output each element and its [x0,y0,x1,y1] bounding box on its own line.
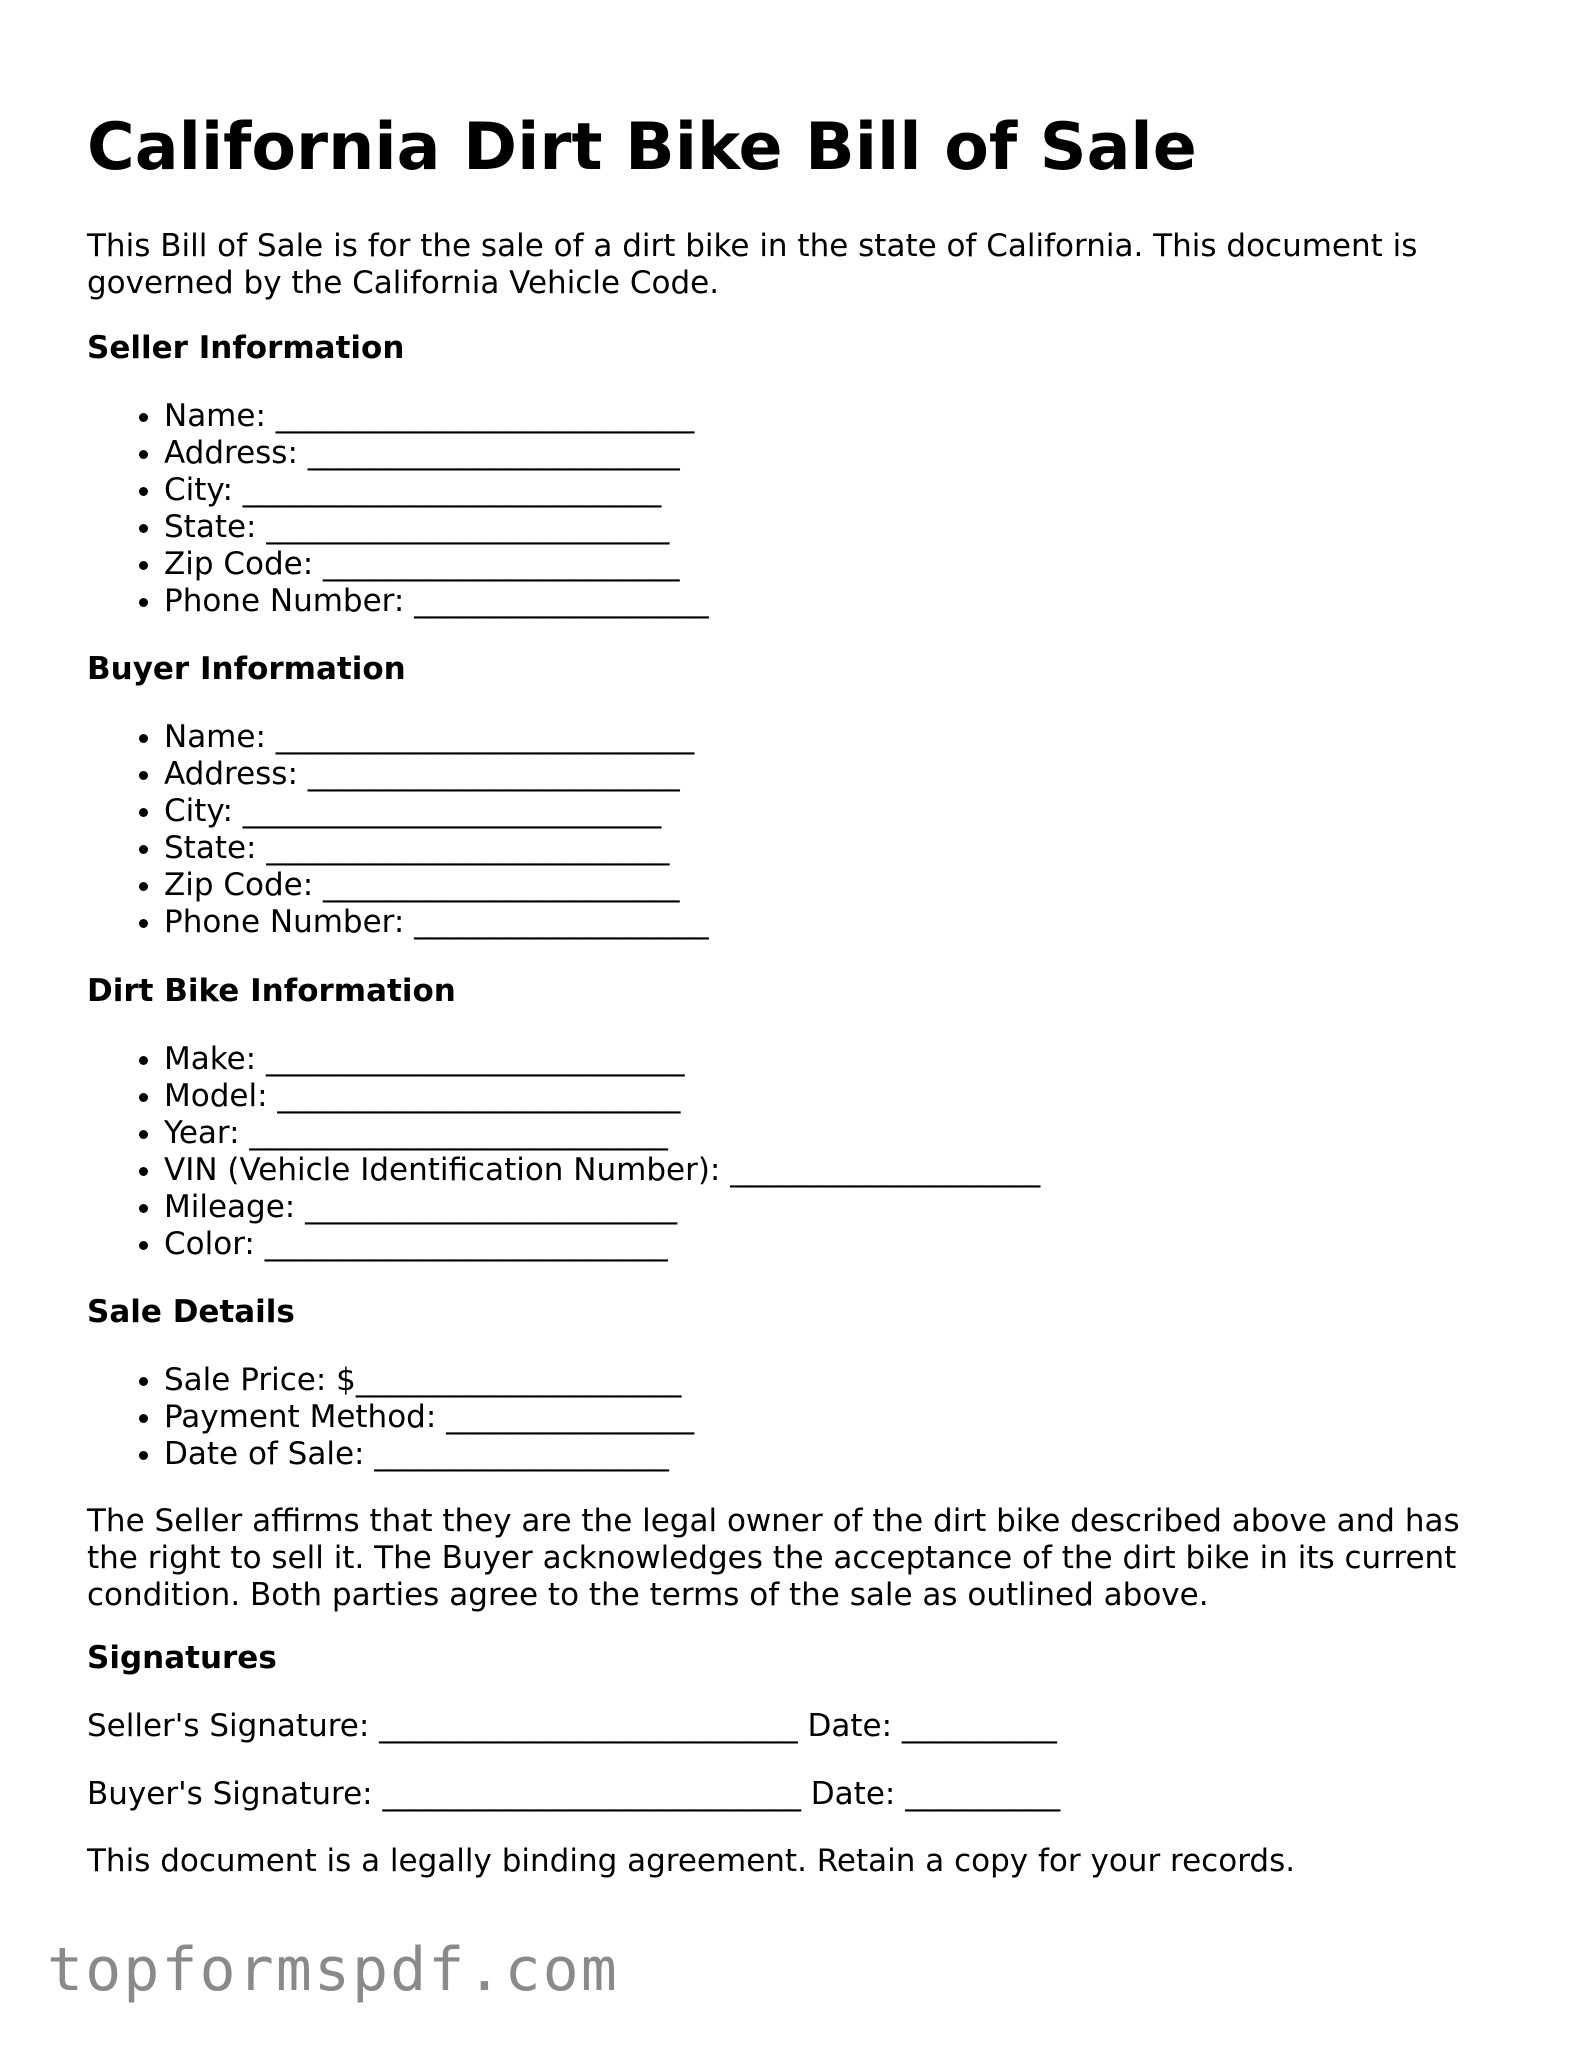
bike-year-field[interactable]: • Year: ___________________________ [164,1115,1040,1152]
seller-address-field[interactable]: • Address: ________________________ [164,435,709,472]
buyer-address-field[interactable]: • Address: ________________________ [164,756,709,793]
buyer-name-field[interactable]: • Name: ___________________________ [164,719,709,756]
bike-heading: Dirt Bike Information [87,973,456,1009]
seller-list [87,398,709,620]
sale-list [87,1362,694,1473]
affirmation-paragraph: The Seller affirms that they are the legal owner of the dirt bike described above and has the right to sell it. The Buyer acknowledges the acceptance of the dirt bike in its current condition. Both parties agree to the terms of the sale as outlined above. [87,1503,1460,1613]
seller-heading: Seller Information [87,330,405,366]
seller-city-field[interactable]: • City: ___________________________ [164,472,709,509]
seller-phone-field[interactable]: • Phone Number: ___________________ [164,583,709,620]
bike-color-field[interactable]: • Color: __________________________ [164,1226,1040,1263]
seller-name-field[interactable]: • Name: ___________________________ [164,398,709,435]
sale-price-field[interactable]: • Sale Price: $_____________________ [164,1362,694,1399]
seller-state-field[interactable]: • State: __________________________ [164,509,709,546]
buyer-city-field[interactable]: • City: ___________________________ [164,793,709,830]
buyer-state-field[interactable]: • State: __________________________ [164,830,709,867]
signatures-heading: Signatures [87,1640,277,1676]
bike-list [87,1041,1040,1263]
seller-signature-line[interactable]: Seller's Signature: ___________________________ Date: __________ [87,1708,1057,1744]
closing-paragraph: This document is a legally binding agreement. Retain a copy for your records. [87,1843,1296,1879]
bike-make-field[interactable]: • Make: ___________________________ [164,1041,1040,1078]
sale-heading: Sale Details [87,1294,295,1330]
bike-model-field[interactable]: • Model: __________________________ [164,1078,1040,1115]
intro-paragraph: This Bill of Sale is for the sale of a dirt bike in the state of California. This document is governed by the California Vehicle Code. [87,228,1418,301]
date-of-sale-field[interactable]: • Date of Sale: ___________________ [164,1436,694,1473]
bike-mileage-field[interactable]: • Mileage: ________________________ [164,1189,1040,1226]
buyer-list [87,719,709,941]
buyer-signature-line[interactable]: Buyer's Signature: ___________________________ Date: __________ [87,1776,1061,1812]
buyer-zip-field[interactable]: • Zip Code: _______________________ [164,867,709,904]
seller-zip-field[interactable]: • Zip Code: _______________________ [164,546,709,583]
bike-vin-field[interactable]: • VIN (Vehicle Identification Number): ____________________ [164,1152,1040,1189]
buyer-phone-field[interactable]: • Phone Number: ___________________ [164,904,709,941]
payment-method-field[interactable]: • Payment Method: ________________ [164,1399,694,1436]
watermark-text: topformspdf.com [47,1935,619,2005]
buyer-heading: Buyer Information [87,651,406,687]
document-title: California Dirt Bike Bill of Sale [87,110,1197,185]
